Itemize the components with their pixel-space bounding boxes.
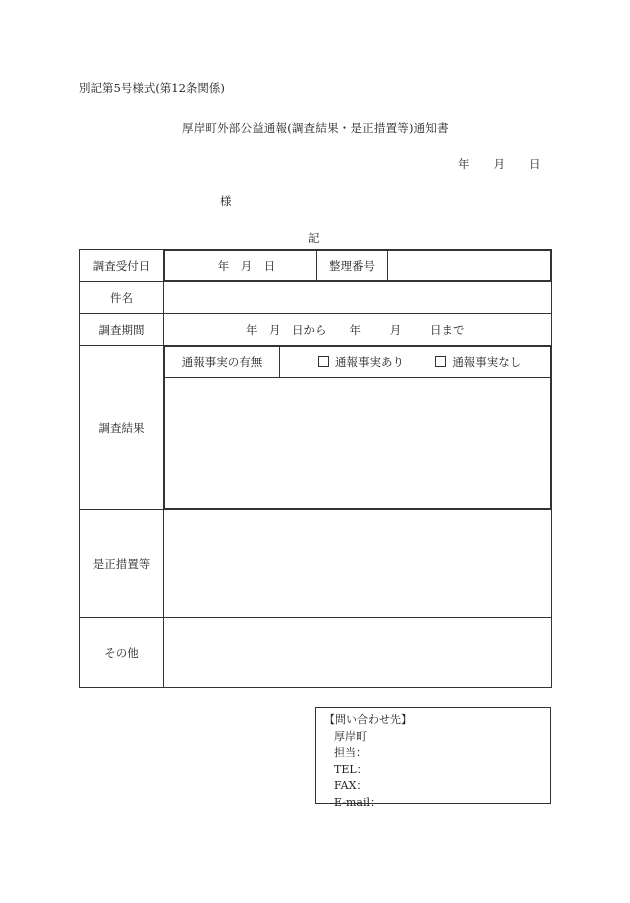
date-month-label: 月 (493, 157, 505, 171)
other-value[interactable] (164, 618, 552, 688)
result-detail[interactable] (165, 378, 551, 509)
receipt-date-cell (164, 250, 552, 282)
contact-person: 担当： (334, 746, 367, 760)
issue-date-line (458, 156, 541, 172)
fact-no-label: 通報事実なし (452, 355, 522, 369)
contact-town: 厚岸町 (334, 729, 367, 743)
form-reference: 別記第5号様式(第12条関係) (79, 81, 225, 95)
date-day-label: 日 (529, 157, 541, 171)
contact-box (315, 707, 551, 809)
result-cell (164, 346, 552, 510)
corrective-label: 是正措置等 (80, 510, 164, 618)
document-title: 厚岸町外部公益通報(調査結果・是正措置等)通知書 (182, 121, 449, 135)
subject-label: 件名 (80, 282, 164, 314)
addressee-suffix: 様 (220, 194, 232, 208)
fact-options (280, 347, 551, 378)
result-row (80, 346, 552, 510)
contact-email: E-mail： (334, 795, 381, 809)
checkbox-icon[interactable] (435, 356, 446, 367)
date-year-label: 年 (458, 157, 470, 171)
checkbox-icon[interactable] (318, 356, 329, 367)
receipt-day-label: 日 (263, 258, 276, 273)
subject-value[interactable] (164, 282, 552, 314)
period-from-day: 日から (292, 322, 327, 337)
receipt-date-value[interactable] (165, 251, 317, 281)
ref-number-value[interactable] (388, 251, 551, 281)
contact-heading: 【問い合わせ先】 (324, 713, 412, 726)
other-row (80, 618, 552, 688)
period-to-month: 月 (389, 322, 402, 337)
fact-no-option[interactable] (435, 355, 521, 369)
other-label: その他 (80, 618, 164, 688)
corrective-value[interactable] (164, 510, 552, 618)
period-to-day: 日まで (430, 322, 465, 337)
receipt-row (80, 250, 552, 282)
period-value[interactable] (164, 314, 552, 346)
fact-label: 通報事実の有無 (165, 347, 280, 378)
period-from-month: 月 (269, 322, 281, 337)
ki-heading: 記 (308, 231, 320, 245)
period-from-year: 年 (246, 322, 258, 337)
contact-fax: FAX： (334, 779, 368, 793)
fact-yes-label: 通報事実あり (335, 355, 404, 369)
notification-table (79, 249, 552, 688)
corrective-row (80, 510, 552, 618)
period-row (80, 314, 552, 346)
period-label: 調査期間 (80, 314, 164, 346)
ref-number-label: 整理番号 (317, 251, 388, 281)
contact-tel: TEL： (334, 762, 368, 776)
receipt-date-label: 調査受付日 (80, 250, 164, 282)
fact-yes-option[interactable] (318, 355, 404, 369)
period-to-year: 年 (349, 322, 361, 337)
result-label: 調査結果 (80, 346, 164, 510)
receipt-month-label: 月 (240, 258, 253, 273)
receipt-year-label: 年 (217, 258, 230, 273)
subject-row (80, 282, 552, 314)
